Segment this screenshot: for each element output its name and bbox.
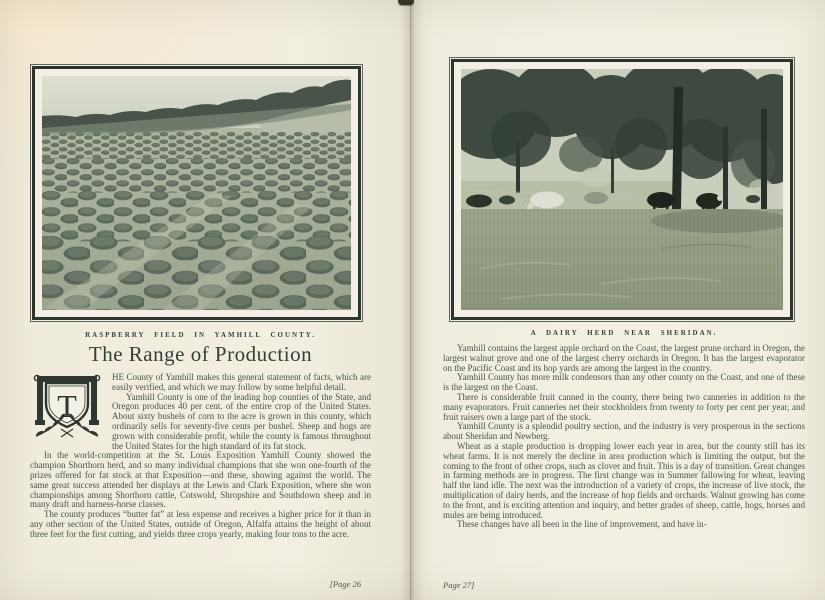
photo-frame-inner — [451, 59, 793, 320]
body-paragraph: Yamhill County is one of the leading hop counties of the State, and Oregon produces 40 per cent. of the entire crop of the United States. About sixty bushels of corn to the acre is grown in this county, which ordinarily sells for seventy-five cents per bushel. Sheep and hogs are grown with considerable profit, while the county is famous throughout the United States for the high standard of its fat stock. — [112, 391, 371, 451]
drop-cap-ornament — [30, 374, 104, 440]
photo-caption: RASPBERRY FIELD IN YAMHILL COUNTY. — [85, 331, 316, 339]
body-paragraph: The county produces “butter fat” at less expense and receives a higher price for it than in any other section of the United States, outside of Oregon, Alfalfa attains the height of about three feet for the first cutting, and yields three crops yearly, making four tons to the acre. — [30, 509, 371, 539]
right-page — [413, 0, 825, 600]
photo-frame-inner — [32, 66, 361, 320]
body-paragraph: Yamhill contains the largest apple orchard on the Coast, the largest prune orchard in Oregon, the largest walnut grove and one of the largest cherry orchards in Oregon. It has the largest evaporator on the Pacific Coast and its hop yards are among the largest in the country. — [443, 343, 805, 373]
body-paragraph: There is considerable fruit canned in the county, there being two canneries in addition to the many evaporators. Fruit canneries net their stockholders from twenty to forty per cent per year, and fruit raisers own a large part of the stock. — [443, 391, 805, 422]
drop-cap-letter: T — [57, 388, 77, 424]
photo-frame — [30, 64, 363, 322]
page-number-left: [Page 26 — [329, 579, 361, 589]
raspberry-field-photo — [42, 76, 351, 310]
body-paragraph: Yamhill County is a splendid poultry section, and the industry is very prosperous in the sections about Sheridan and Newberg. — [443, 421, 805, 442]
left-body-text — [30, 373, 371, 540]
spine-top-edge — [398, 0, 414, 5]
gutter-crease — [410, 0, 411, 600]
page-number-right: Page 27] — [443, 580, 475, 590]
body-paragraph: Yamhill County has more milk condensors than any other county on the Coast, and one of these is the largest on the Coast. — [443, 372, 805, 393]
right-body-text — [443, 344, 805, 530]
dairy-herd-photo — [461, 69, 783, 310]
body-paragraph: Wheat as a staple production is dropping lower each year in area, but the county still has its wheat farms. It is not merely the decline in area production which is limiting the output, but the coming to the front of other crops, such as clover and fruit. This is a day of transition. Great changes in farming methods are in progress. The first change was in Summer fallowing for wheat, leaving half the land idle. The next was the introduction of a variety of crops, the increase of live stock, the multiplication of dairy herds, and the increase of hop fields and orchards. Walnut growing has come to the front, and is exciting attention and inquiry, and better grades of sheep, cattle, hogs, horses and mules are being introduced. — [443, 440, 805, 520]
photo-caption: A DAIRY HERD NEAR SHERIDAN. — [530, 329, 718, 337]
body-paragraph: HE County of Yamhill makes this general statement of facts, which are easily verified, and which we may follow by some helpful detail. — [112, 372, 371, 392]
photo-frame — [449, 57, 795, 322]
body-paragraph: These changes have all been in the line of improvement, and have in- — [457, 519, 707, 530]
chapter-title: The Range of Production — [88, 342, 313, 366]
body-paragraph: In the world-competition at the St. Louis Exposition Yamhill County showed the champion Shorthorn herd, and so many individual champions that she won one-fourth of the prizes offered for fat stock at that Exposition—and these, showing against the world. The same great success attended her displays at the Lewis and Clark Exposition, where she won championships among Shorthorn cattle, Cotswold, Shropshire and Southdown sheep and in many draft and harness-horse classes. — [30, 450, 371, 510]
left-page — [0, 0, 412, 600]
